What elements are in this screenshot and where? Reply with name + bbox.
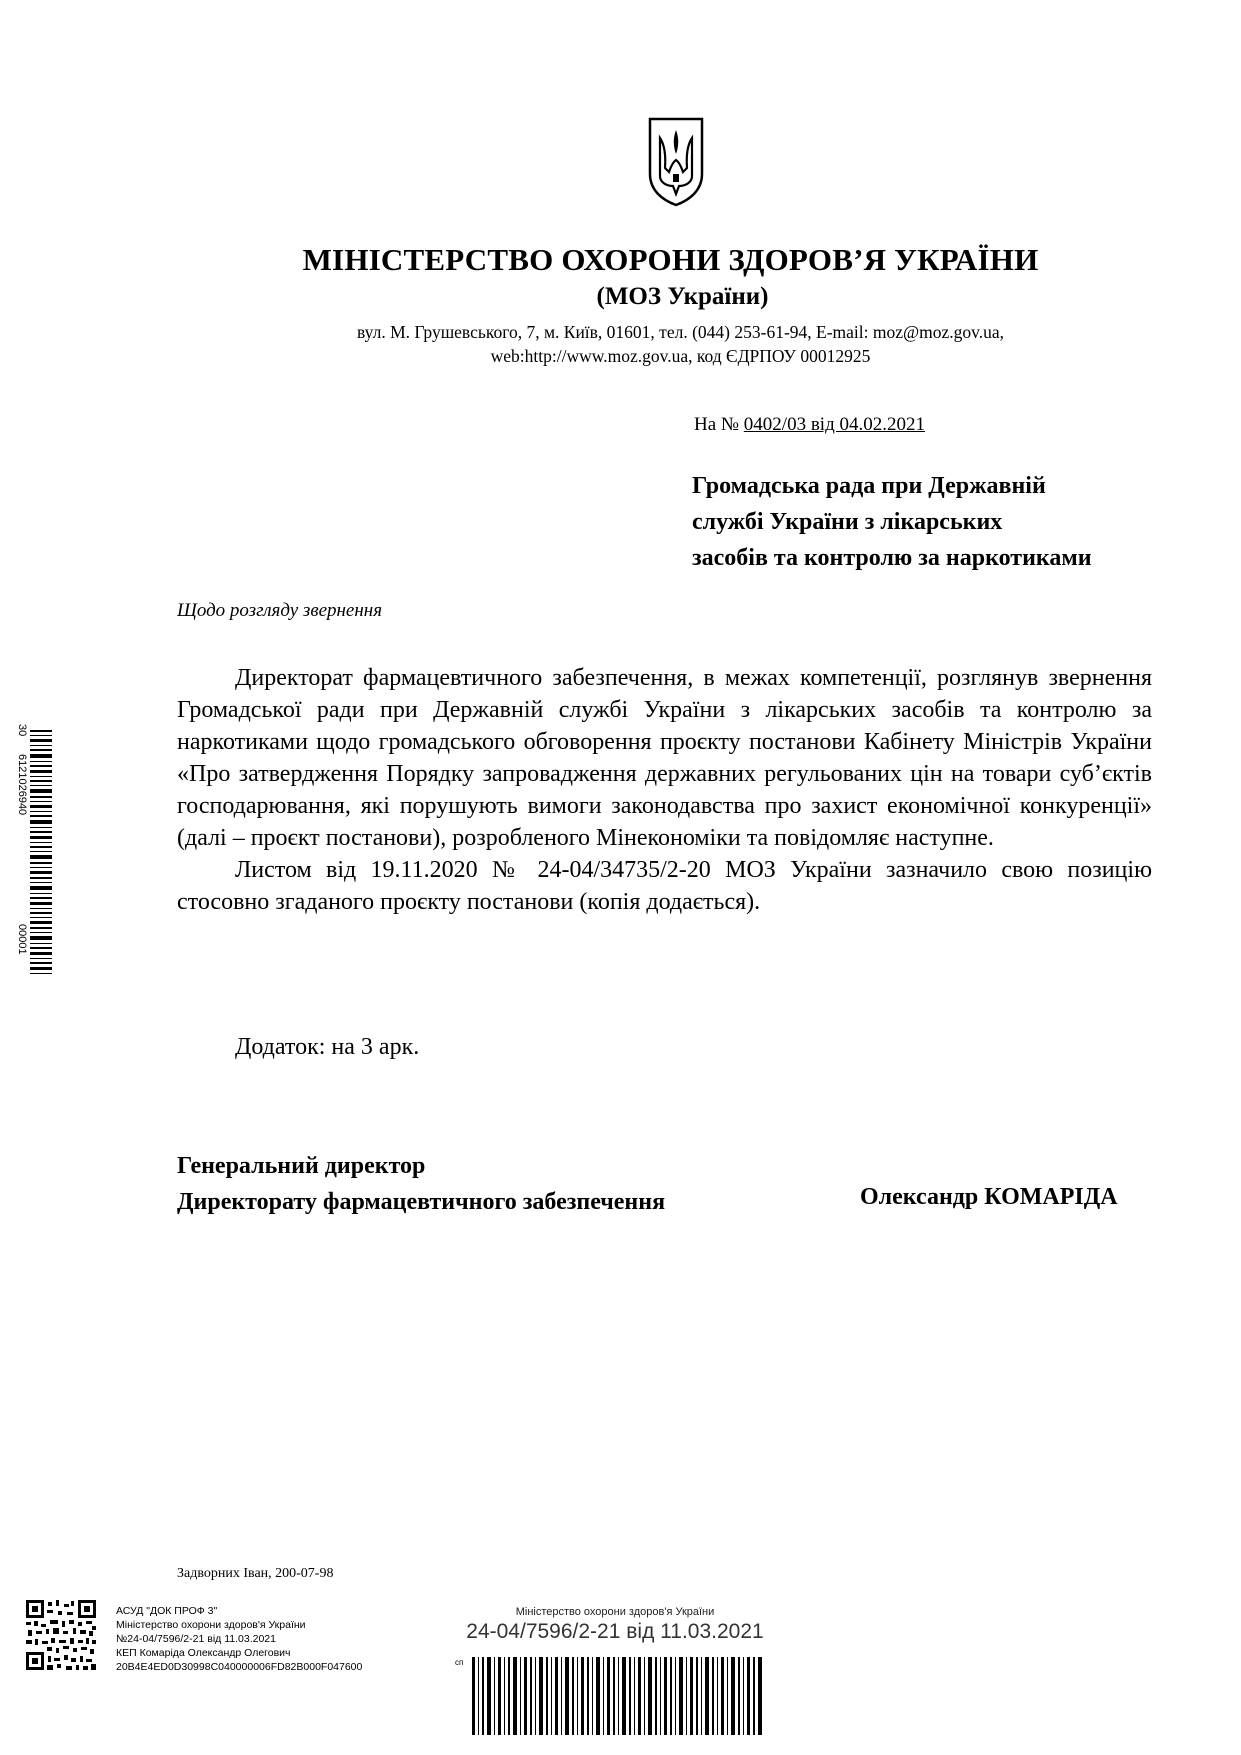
- qr-code-icon: [26, 1600, 96, 1670]
- asud-stamp: [116, 1604, 362, 1674]
- side-number-top: 30: [16, 724, 28, 737]
- body-paragraph: Листом від 19.11.2020 № 24-04/34735/2-20 МОЗ України зазначило свою позицію стосовно згаданого проєкту постанови (копія додається).: [177, 857, 1152, 915]
- asud-line: АСУД "ДОК ПРОФ 3": [116, 1605, 218, 1617]
- ministry-web-line: web:http://www.moz.gov.ua, код ЄДРПОУ 00012925: [490, 346, 871, 366]
- addressee: [692, 468, 1192, 576]
- ministry-abbr: (МОЗ України): [596, 283, 769, 310]
- signatory-name: Олександр КОМАРІДА: [860, 1184, 1118, 1210]
- attachment-note: Додаток: на 3 арк.: [235, 1034, 420, 1060]
- reference-prefix: На №: [694, 414, 740, 435]
- signatory-position: [177, 1148, 665, 1220]
- asud-line: 20B4E4ED0D30998C040000006FD82B000F047600: [116, 1661, 363, 1673]
- body-paragraph: Директорат фармацевтичного забезпечення, в межах компетенції, розглянув звернення Громадської ради при Державній службі України з лікарських засобів та контролю за наркотиками щодо громадського обговорення проєкту постанови Кабінету Міністрів України «Про затвердження Порядку запровадження державних регульованих цін на товари суб’єктів господарювання, які порушують вимоги законодавства про захист економічної конкуренції» (далі – проєкт постанови), розробленого Мінекономіки та повідомляє наступне.: [177, 665, 1152, 851]
- registration-cp-label: cп: [455, 1658, 464, 1667]
- addressee-line: Громадська рада при Державній: [692, 473, 1046, 499]
- ministry-address-line: вул. М. Грушевського, 7, м. Київ, 01601, тел. (044) 253-61-94, E-mail: moz@moz.gov.ua,: [356, 322, 1005, 342]
- asud-line: КЕП Комаріда Олександр Олегович: [116, 1647, 291, 1659]
- addressee-line: службі України з лікарських: [692, 509, 1003, 535]
- registration-stamp: [465, 1606, 765, 1644]
- registration-barcode-icon: [472, 1657, 762, 1735]
- addressee-line: засобів та контролю за наркотиками: [692, 545, 1092, 571]
- side-number-mid: 6121026940: [16, 754, 28, 816]
- executor-info: Задворних Іван, 200-07-98: [177, 1566, 334, 1581]
- position-line: Директорату фармацевтичного забезпечення: [177, 1189, 666, 1215]
- position-line: Генеральний директор: [177, 1153, 426, 1179]
- trident-coat-of-arms-icon: [646, 116, 706, 208]
- registration-number: 24-04/7596/2-21 від 11.03.2021: [466, 1620, 764, 1643]
- letter-body: [177, 662, 1152, 918]
- asud-line: Міністерство охорони здоров'я України: [116, 1619, 306, 1631]
- ministry-name: МІНІСТЕРСТВО ОХОРОНИ ЗДОРОВ’Я УКРАЇНИ: [302, 242, 1039, 277]
- reference-number: 0402/03 від 04.02.2021: [743, 414, 925, 435]
- letter-subject: Щодо розгляду звернення: [177, 600, 383, 621]
- reference-line: [694, 414, 925, 436]
- asud-line: №24-04/7596/2-21 від 11.03.2021: [116, 1633, 276, 1645]
- registration-ministry: Міністерство охорони здоров'я України: [515, 1606, 715, 1618]
- side-number-bottom: 00001: [16, 924, 28, 955]
- side-stamp-numbers: [14, 724, 34, 980]
